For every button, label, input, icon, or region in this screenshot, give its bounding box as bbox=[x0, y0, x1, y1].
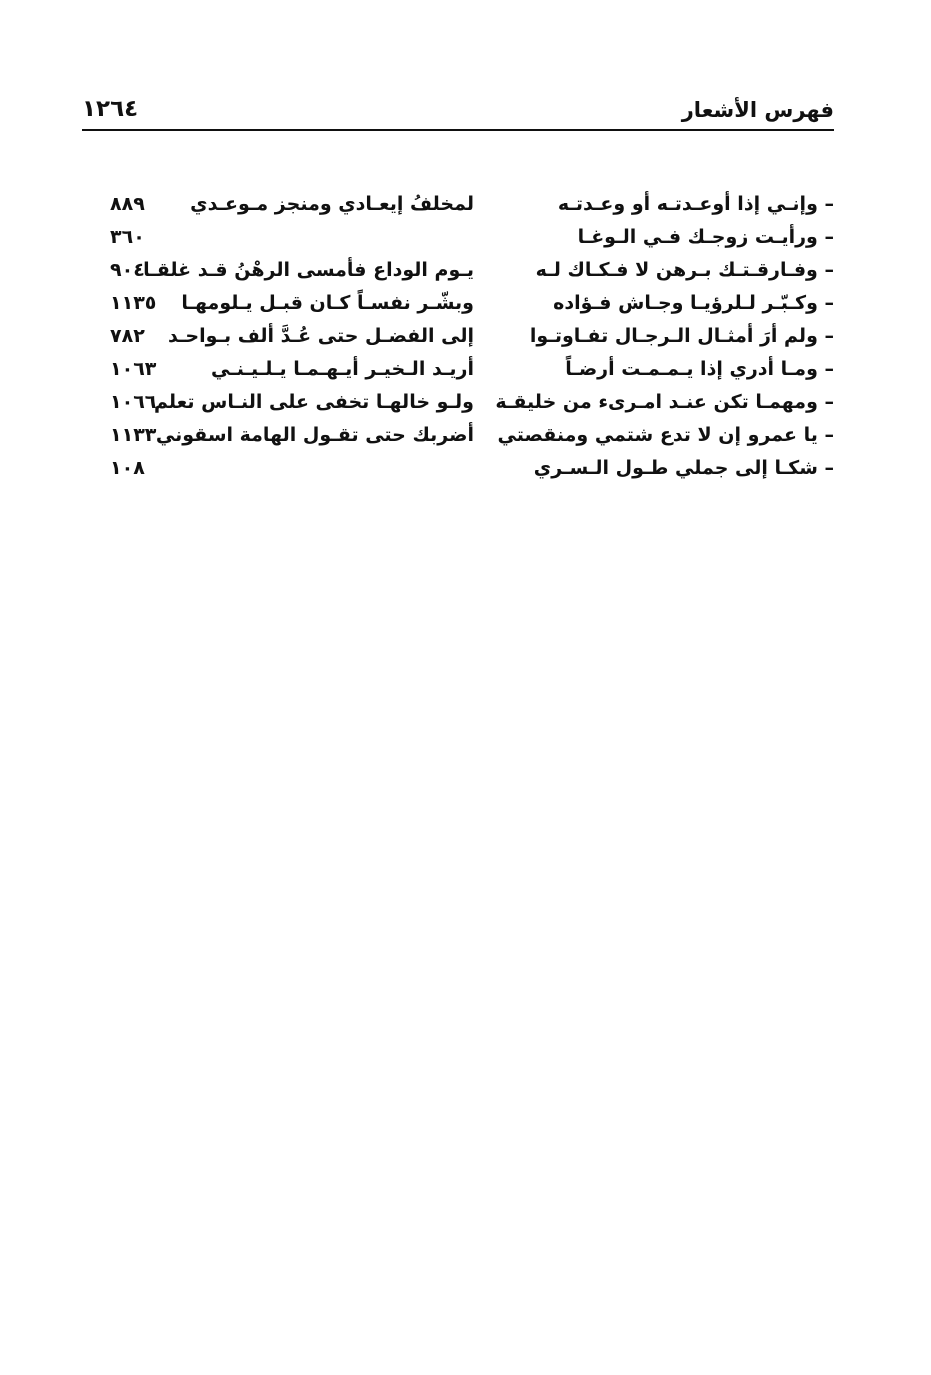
verse-second-hemistich: أضربك حتى تقـول الهامة اسقوني bbox=[155, 424, 474, 446]
verse-second-hemistich: أريـد الـخيـر أيـهـمـا يـلـيـنـي bbox=[211, 358, 474, 380]
verse-second-hemistich: يـوم الوداع فأمسى الرهْنُ قـد غلقـا bbox=[143, 259, 474, 281]
page-reference: ١٠٦٦ bbox=[110, 391, 157, 413]
running-header bbox=[82, 94, 834, 130]
page-reference: ١١٣٥ bbox=[110, 292, 157, 314]
index-entry bbox=[110, 386, 834, 419]
index-entry bbox=[110, 221, 834, 254]
page-reference: ٨٨٩ bbox=[110, 193, 145, 215]
verse-first-hemistich: – وإنـي إذا أوعـدتـه أو وعـدتـه bbox=[557, 193, 834, 215]
page-reference: ١٠٦٣ bbox=[110, 358, 157, 380]
index-entry bbox=[110, 188, 834, 221]
verse-first-hemistich: – ورأيـت زوجـك فـي الـوغـا bbox=[577, 226, 834, 248]
page-reference: ١١٣٣ bbox=[110, 424, 157, 446]
index-entry bbox=[110, 254, 834, 287]
verse-second-hemistich: إلى الفضـل حتى عُـدَّ ألف بـواحـد bbox=[167, 325, 474, 347]
index-entry bbox=[110, 452, 834, 485]
verse-second-hemistich: ولـو خالهـا تخفى على النـاس تعلم bbox=[153, 391, 474, 413]
verse-first-hemistich: – شكـا إلى جملي طـول الـسـري bbox=[533, 457, 834, 479]
page-reference: ١٠٨ bbox=[110, 457, 145, 479]
verse-second-hemistich: وبشّـر نفسـاً كـان قبـل يـلومهـا bbox=[181, 292, 474, 314]
page-reference: ٧٨٢ bbox=[110, 325, 145, 347]
verse-first-hemistich: – وكـبّـر لـلرؤيـا وجـاش فـؤاده bbox=[553, 292, 834, 314]
index-entry bbox=[110, 353, 834, 386]
verse-first-hemistich: – ومهمـا تكن عنـد امـرىء من خليقـة bbox=[495, 391, 834, 413]
header-divider bbox=[82, 129, 834, 131]
index-entry bbox=[110, 287, 834, 320]
poetry-index-list bbox=[110, 188, 834, 485]
verse-first-hemistich: – وفـارقـتـك بـرهن لا فـكـاك لـه bbox=[535, 259, 834, 281]
page-number: ١٢٦٤ bbox=[82, 96, 139, 122]
index-entry bbox=[110, 320, 834, 353]
index-entry bbox=[110, 419, 834, 452]
header-title: فهرس الأشعار bbox=[681, 98, 834, 122]
verse-second-hemistich: لمخلفُ إيعـادي ومنجز مـوعـدي bbox=[190, 193, 474, 215]
verse-first-hemistich: – يا عمرو إن لا تدع شتمي ومنقصتي bbox=[497, 424, 834, 446]
verse-first-hemistich: – ومـا أدري إذا يـمـمـت أرضـاً bbox=[565, 358, 834, 380]
verse-first-hemistich: – ولم أرَ أمثـال الـرجـال تفـاوتـوا bbox=[529, 325, 834, 347]
page-reference: ٣٦٠ bbox=[110, 226, 145, 248]
page-reference: ٩٠٤ bbox=[110, 259, 145, 281]
